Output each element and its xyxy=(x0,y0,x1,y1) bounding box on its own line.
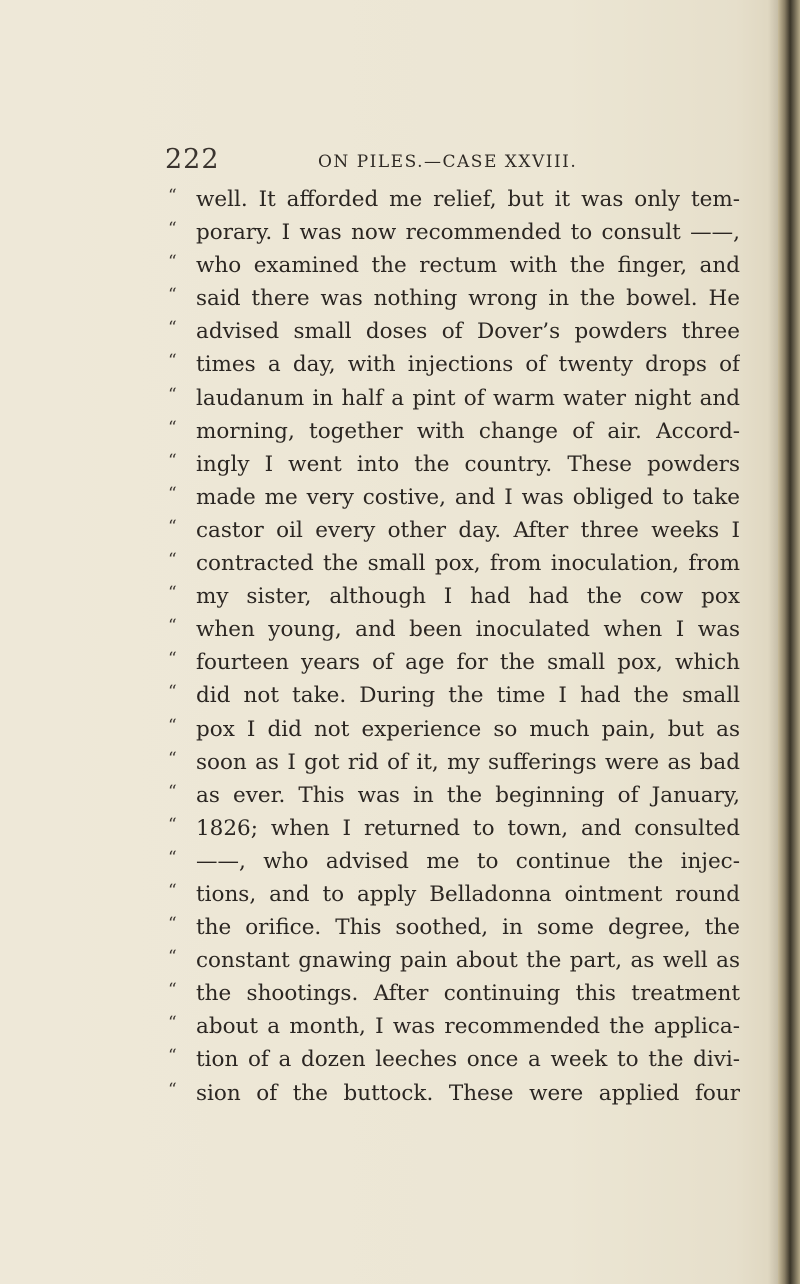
line-text: ingly I went into the country. These powders xyxy=(196,451,740,477)
text-line xyxy=(168,613,740,646)
line-text: did not take. During the time I had the small xyxy=(196,683,740,709)
quote-mark: “ xyxy=(168,252,177,273)
text-line xyxy=(168,779,740,812)
quote-mark: “ xyxy=(168,847,177,868)
text-line xyxy=(168,713,740,746)
line-text: porary. I was now recommended to consult ——, xyxy=(196,220,740,246)
quote-mark: “ xyxy=(168,318,177,339)
line-text: pox I did not experience so much pain, but as xyxy=(196,716,740,742)
quote-mark: “ xyxy=(168,219,177,240)
quote-mark: “ xyxy=(168,682,177,703)
running-head: ON PILES.—CASE XXVIII. xyxy=(318,152,578,172)
line-text: contracted the small pox, from inoculation, from xyxy=(196,551,740,577)
line-text: soon as I got rid of it, my sufferings were as bad xyxy=(196,749,740,775)
quote-mark: “ xyxy=(168,384,177,405)
text-line xyxy=(168,812,740,845)
text-line xyxy=(168,348,740,381)
line-text: my sister, although I had had the cow pox xyxy=(196,584,740,610)
text-line xyxy=(168,282,740,315)
quote-mark: “ xyxy=(168,914,177,935)
line-text: tions, and to apply Belladonna ointment round xyxy=(196,881,740,907)
text-line xyxy=(168,911,740,944)
text-line xyxy=(168,315,740,348)
text-line xyxy=(168,1010,740,1043)
line-text: laudanum in half a pint of warm water night and xyxy=(196,385,740,411)
line-text: about a month, I was recommended the applica- xyxy=(196,1014,740,1040)
body-text xyxy=(168,183,740,1110)
line-text: fourteen years of age for the small pox, which xyxy=(196,650,740,676)
text-line xyxy=(168,646,740,679)
text-line xyxy=(168,415,740,448)
text-line xyxy=(168,183,740,216)
line-text: the orifice. This soothed, in some degree, the xyxy=(196,915,740,941)
quote-mark: “ xyxy=(168,616,177,637)
line-text: ——, who advised me to continue the injec- xyxy=(196,848,740,874)
quote-mark: “ xyxy=(168,814,177,835)
line-text: when young, and been inoculated when I was xyxy=(196,617,740,643)
quote-mark: “ xyxy=(168,550,177,571)
line-text: tion of a dozen leeches once a week to the divi- xyxy=(196,1047,740,1073)
line-text: castor oil every other day. After three weeks I xyxy=(196,517,740,543)
line-text: as ever. This was in the beginning of January, xyxy=(196,782,740,808)
quote-mark: “ xyxy=(168,417,177,438)
book-edge xyxy=(778,0,800,1284)
text-line xyxy=(168,448,740,481)
quote-mark: “ xyxy=(168,351,177,372)
text-line xyxy=(168,977,740,1010)
text-line xyxy=(168,1043,740,1076)
text-line xyxy=(168,481,740,514)
quote-mark: “ xyxy=(168,186,177,206)
line-text: sion of the buttock. These were applied four xyxy=(196,1080,740,1106)
text-line xyxy=(168,249,740,282)
quote-mark: “ xyxy=(168,748,177,769)
line-text: well. It afforded me relief, but it was only tem- xyxy=(196,187,740,212)
text-line xyxy=(168,746,740,779)
line-text: 1826; when I returned to town, and consulted xyxy=(196,815,740,841)
quote-mark: “ xyxy=(168,285,177,306)
line-text: the shootings. After continuing this treatment xyxy=(196,981,740,1007)
page-gutter-shadow xyxy=(768,0,778,1284)
text-line xyxy=(168,679,740,712)
text-line xyxy=(168,216,740,249)
line-text: times a day, with injections of twenty drops of xyxy=(196,352,740,378)
text-line xyxy=(168,547,740,580)
page-number: 222 xyxy=(165,144,220,175)
quote-mark: “ xyxy=(168,583,177,604)
line-text: morning, together with change of air. Accord- xyxy=(196,418,740,444)
text-line xyxy=(168,382,740,415)
quote-mark: “ xyxy=(168,980,177,1001)
line-text: said there was nothing wrong in the bowel. He xyxy=(196,286,740,312)
quote-mark: “ xyxy=(168,715,177,736)
quote-mark: “ xyxy=(168,516,177,537)
line-text: advised small doses of Dover’s powders three xyxy=(196,319,740,345)
line-text: constant gnawing pain about the part, as well as xyxy=(196,948,740,974)
text-line xyxy=(168,845,740,878)
quote-mark: “ xyxy=(168,450,177,471)
text-line xyxy=(168,878,740,911)
quote-mark: “ xyxy=(168,483,177,504)
text-line xyxy=(168,514,740,547)
quote-mark: “ xyxy=(168,947,177,968)
quote-mark: “ xyxy=(168,781,177,802)
line-text: made me very costive, and I was obliged to take xyxy=(196,484,740,510)
quote-mark: “ xyxy=(168,649,177,670)
line-text: who examined the rectum with the finger, and xyxy=(196,253,740,279)
text-line xyxy=(168,944,740,977)
text-line xyxy=(168,580,740,613)
quote-mark: “ xyxy=(168,1079,177,1100)
quote-mark: “ xyxy=(168,1013,177,1034)
page-header xyxy=(165,144,725,178)
quote-mark: “ xyxy=(168,880,177,901)
text-line xyxy=(168,1077,740,1110)
quote-mark: “ xyxy=(168,1046,177,1067)
